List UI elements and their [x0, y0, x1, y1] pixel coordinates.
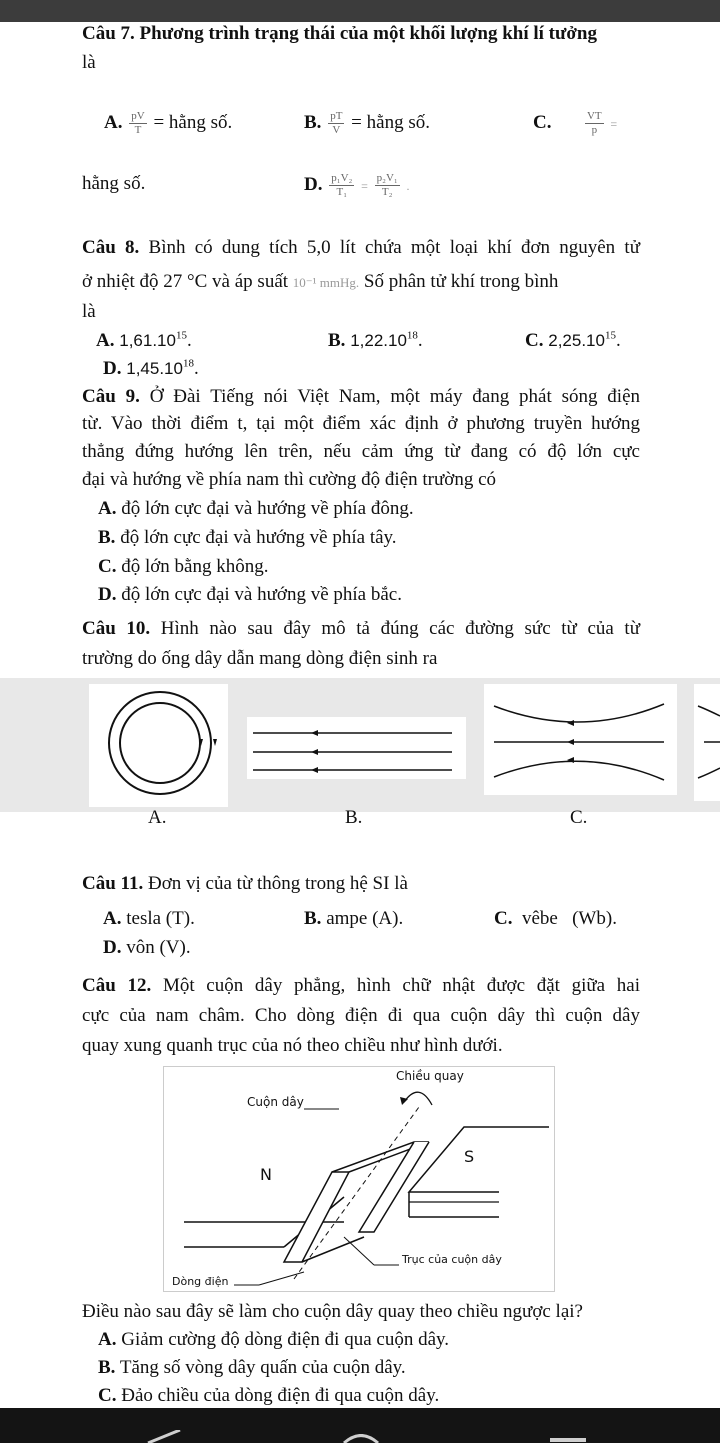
q11-option-c: C. vêbe (Wb). — [494, 908, 617, 929]
navigation-bar — [0, 1408, 720, 1443]
q7-option-c: C. $\frac{VT}{p}$ = — [533, 110, 618, 136]
q12-label-coil: Cuộn dây — [247, 1095, 304, 1109]
q9-stem-line3: thẳng đứng hướng lên trên, nếu cảm ứng từ đang có độ lớn cực — [82, 441, 640, 462]
q12-question: Điều nào sau đây sẽ làm cho cuộn dây quay theo chiều ngược lại? — [82, 1301, 583, 1322]
q9-stem-line1: Câu 9. Ở Đài Tiếng nói Việt Nam, một máy đang phát sóng điện — [82, 386, 641, 407]
q8-stem-line2: ở nhiệt độ 27 °C và áp suất 10⁻¹ mmHg. Số phân tử khí trong bình — [82, 271, 559, 292]
q9-option-b: B. độ lớn cực đại và hướng về phía tây. — [98, 527, 397, 548]
q11-option-d: D. vôn (V). — [103, 937, 191, 958]
q9-stem-line4: đại và hướng về phía nam thì cường độ điện trường có — [82, 469, 497, 490]
q10-label-a: A. — [148, 807, 167, 828]
q7-option-b: B. $\frac{pT}{V}$ = hằng số. — [304, 110, 430, 136]
recents-icon[interactable] — [550, 1438, 586, 1443]
q7-option-a: A. $\frac{pV}{T}$ = hằng số. — [104, 110, 233, 136]
q12-option-c: C. Đảo chiều của dòng điện đi qua cuộn dây. — [98, 1385, 440, 1406]
q7-stem-line2: là — [82, 52, 96, 73]
q8-option-d: D. 1,45.10$^{18}$. — [103, 357, 199, 379]
q9-stem-line2: từ. Vào thời điểm t, tại một điểm xác định ở phương truyền hướng — [82, 413, 640, 434]
q10-stem-line2: trường do ống dây dẫn mang dòng điện sinh ra — [82, 648, 438, 669]
q9-option-a: A. độ lớn cực đại và hướng về phía đông. — [98, 498, 414, 519]
q8-option-c: C. 2,25.10$^{15}$. — [525, 329, 621, 351]
q10-figure-b — [247, 717, 466, 779]
q10-figure-a — [89, 684, 228, 807]
q7-c-fraction: $\frac{VT}{p}$ — [586, 110, 602, 136]
q11-option-a: A. tesla (T). — [103, 908, 195, 929]
q9-option-c: C. độ lớn bằng không. — [98, 556, 269, 577]
q7-d-fraction1: $\frac{\text{p₁V₂}}{\text{T₁}}$ — [331, 172, 353, 198]
q12-stem-line3: quay xung quanh trục của nó theo chiều như hình dưới. — [82, 1035, 503, 1056]
q10-figure-d-partial — [694, 684, 720, 801]
q12-stem-line1: Câu 12. Một cuộn dây phẳng, hình chữ nhật được đặt giữa hai — [82, 975, 641, 996]
q7-stem-text: Câu 7. Phương trình trạng thái của một khối lượng khí lí tưởng — [82, 23, 597, 44]
home-icon[interactable] — [340, 1434, 382, 1443]
q8-pressure: 10⁻¹ mmHg. — [292, 275, 360, 290]
q11-option-b: B. ampe (A). — [304, 908, 404, 929]
q7-b-fraction: $\frac{pT}{V}$ — [330, 110, 343, 136]
q12-label-s: S — [464, 1147, 475, 1166]
q8-stem-line3: là — [82, 301, 96, 322]
q12-figure — [163, 1066, 555, 1292]
q8-option-b: B. 1,22.10$^{18}$. — [328, 329, 423, 351]
q12-label-current: Dòng điện — [172, 1275, 229, 1288]
q12-option-a: A. Giảm cường độ dòng điện đi qua cuộn dây. — [98, 1329, 450, 1350]
q8-stem-line1: Câu 8. Bình có dung tích 5,0 lít chứa một loại khí đơn nguyên tử — [82, 237, 641, 258]
q7-option-c-cont: hằng số. — [82, 173, 146, 194]
q12-label-axis: Trục của cuộn dây — [402, 1253, 502, 1266]
q11-stem: Câu 11. Đơn vị của từ thông trong hệ SI là — [82, 873, 408, 894]
q9-option-d: D. độ lớn cực đại và hướng về phía bắc. — [98, 584, 402, 605]
q12-label-rotation: Chiều quay — [396, 1069, 464, 1083]
q7-option-d: D. $\frac{\text{p₁V₂}}{\text{T₁}}$ = $\frac{\text{p₂V₁}}{\text{T₂}}$ . — [304, 172, 410, 198]
q7-a-fraction: $\frac{pV}{T}$ — [131, 110, 145, 136]
q8-option-a: A. 1,61.10$^{15}$. — [96, 329, 192, 351]
q10-stem-line1: Câu 10. Hình nào sau đây mô tả đúng các đường sức từ của từ — [82, 618, 640, 639]
status-bar — [0, 0, 720, 22]
q12-option-b: B. Tăng số vòng dây quấn của cuộn dây. — [98, 1357, 406, 1378]
q12-stem-line2: cực của nam châm. Cho dòng điện đi qua cuộn dây thì cuộn dây — [82, 1005, 640, 1026]
q7-stem-line1 — [82, 22, 597, 46]
q7-d-fraction2: $\frac{\text{p₂V₁}}{\text{T₂}}$ — [376, 172, 398, 198]
q10-label-b: B. — [345, 807, 363, 828]
q12-label-n: N — [260, 1165, 272, 1184]
q10-figure-c — [484, 684, 677, 795]
q10-label-c: C. — [570, 807, 588, 828]
back-icon[interactable] — [140, 1430, 190, 1443]
